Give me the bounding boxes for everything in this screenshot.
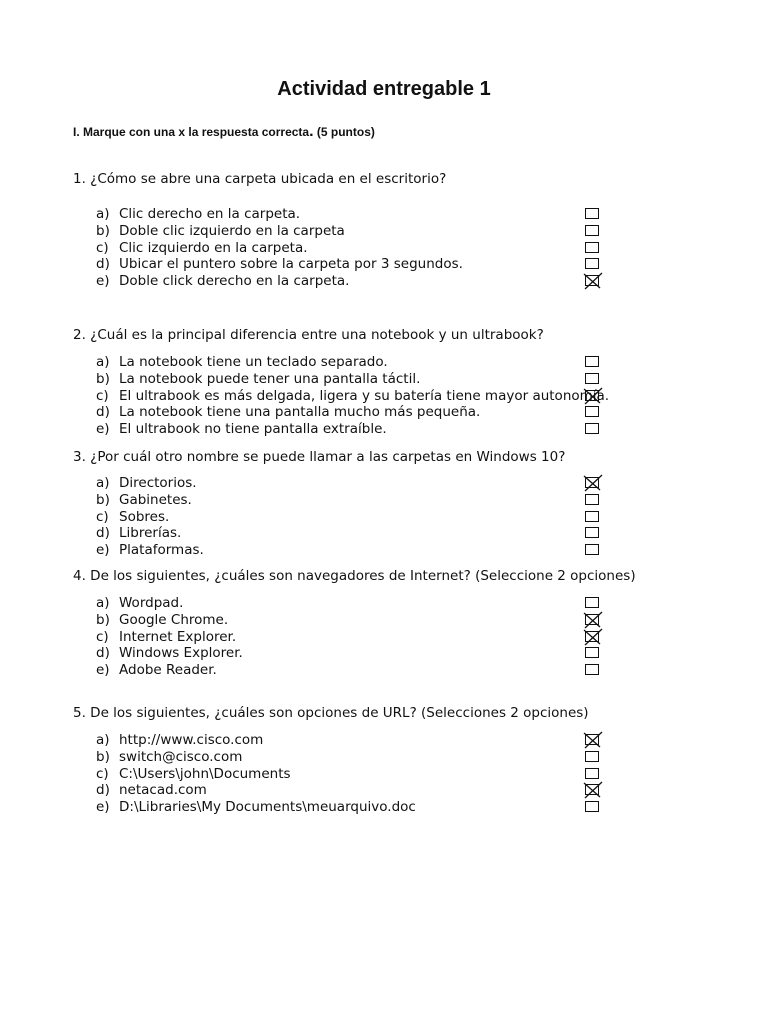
option-row xyxy=(96,371,768,388)
option-letter: d) xyxy=(96,404,110,421)
option-row xyxy=(96,542,768,559)
option-letter: e) xyxy=(96,421,110,438)
option-letter: e) xyxy=(96,799,110,816)
option-text: Gabinetes. xyxy=(119,491,192,508)
option-row xyxy=(96,223,768,240)
checkbox[interactable] xyxy=(585,423,599,434)
checkbox-checked[interactable] xyxy=(585,631,599,642)
checkbox[interactable] xyxy=(585,664,599,675)
option-row xyxy=(96,492,768,509)
option-letter: a) xyxy=(96,354,110,370)
option-letter: d) xyxy=(96,782,110,799)
option-text: Librerías. xyxy=(119,525,182,542)
option-row xyxy=(96,475,768,492)
option-row xyxy=(96,732,768,749)
option-row xyxy=(96,662,768,679)
option-text: Doble click derecho en la carpeta. xyxy=(119,273,350,290)
option-letter: b) xyxy=(96,370,110,387)
instruction-points: (5 puntos) xyxy=(316,125,375,139)
option-text: El ultrabook no tiene pantalla extraíble. xyxy=(119,421,387,438)
option-text: Ubicar el puntero sobre la carpeta por 3 segundos. xyxy=(119,256,463,273)
option-letter: d) xyxy=(96,525,110,542)
page-title: Actividad entregable 1 xyxy=(277,78,491,100)
hand-drawn-x-icon xyxy=(580,626,606,649)
checkbox[interactable] xyxy=(585,208,599,219)
checkbox[interactable] xyxy=(585,768,599,779)
option-row xyxy=(96,612,768,629)
option-letter: c) xyxy=(96,508,109,525)
hand-drawn-x-icon xyxy=(580,779,606,802)
option-text: Plataformas. xyxy=(119,542,204,559)
checkbox[interactable] xyxy=(585,494,599,505)
option-row xyxy=(96,206,768,223)
options-q2 xyxy=(96,354,768,438)
checkbox[interactable] xyxy=(585,751,599,762)
option-row xyxy=(96,256,768,273)
option-text: Adobe Reader. xyxy=(119,662,217,679)
hand-drawn-x-icon xyxy=(580,385,606,408)
checkbox[interactable] xyxy=(585,373,599,384)
option-letter: c) xyxy=(96,239,109,256)
option-text: switch@cisco.com xyxy=(119,748,243,765)
option-text: Internet Explorer. xyxy=(119,628,237,645)
option-row xyxy=(96,799,768,816)
option-text: http://www.cisco.com xyxy=(119,732,264,748)
option-row xyxy=(96,782,768,799)
option-letter: d) xyxy=(96,645,110,662)
options-q4 xyxy=(96,595,768,679)
options-q1 xyxy=(96,206,768,290)
option-letter: b) xyxy=(96,611,110,628)
option-text: C:\Users\john\Documents xyxy=(119,765,291,782)
option-letter: a) xyxy=(96,206,110,222)
checkbox[interactable] xyxy=(585,356,599,367)
question-3: 3. ¿Por cuál otro nombre se puede llamar a las carpetas en Windows 10? xyxy=(73,449,566,465)
option-letter: a) xyxy=(96,595,110,611)
checkbox[interactable] xyxy=(585,511,599,522)
option-letter: a) xyxy=(96,475,110,491)
hand-drawn-x-icon xyxy=(580,472,606,495)
hand-drawn-x-icon xyxy=(580,270,606,293)
checkbox-checked[interactable] xyxy=(585,614,599,625)
option-row xyxy=(96,766,768,783)
checkbox[interactable] xyxy=(585,242,599,253)
option-letter: b) xyxy=(96,491,110,508)
option-text: Windows Explorer. xyxy=(119,645,243,662)
question-5: 5. De los siguientes, ¿cuáles son opciones de URL? (Selecciones 2 opciones) xyxy=(73,705,589,721)
option-text: El ultrabook es más delgada, ligera y su batería tiene mayor autonomía. xyxy=(119,387,610,404)
question-4: 4. De los siguientes, ¿cuáles son navegadores de Internet? (Seleccione 2 opciones) xyxy=(73,568,636,584)
option-letter: e) xyxy=(96,273,110,290)
checkbox[interactable] xyxy=(585,225,599,236)
checkbox[interactable] xyxy=(585,597,599,608)
option-letter: b) xyxy=(96,222,110,239)
option-text: La notebook tiene una pantalla mucho más pequeña. xyxy=(119,404,481,421)
option-text: Google Chrome. xyxy=(119,611,229,628)
option-text: La notebook tiene un teclado separado. xyxy=(119,354,388,370)
checkbox[interactable] xyxy=(585,527,599,538)
options-q3 xyxy=(96,475,768,559)
option-row xyxy=(96,404,768,421)
checkbox-checked[interactable] xyxy=(585,390,599,401)
hand-drawn-x-icon xyxy=(580,729,606,752)
checkbox-checked[interactable] xyxy=(585,477,599,488)
option-text: netacad.com xyxy=(119,782,207,799)
option-row xyxy=(96,240,768,257)
instruction xyxy=(73,123,375,141)
option-letter: d) xyxy=(96,256,110,273)
option-row xyxy=(96,749,768,766)
option-text: La notebook puede tener una pantalla táctil. xyxy=(119,370,421,387)
option-row xyxy=(96,388,768,405)
option-row xyxy=(96,354,768,371)
checkbox[interactable] xyxy=(585,406,599,417)
instruction-text: I. Marque con una x la respuesta correcta xyxy=(73,125,310,139)
option-text: D:\Libraries\My Documents\meuarquivo.doc xyxy=(119,799,416,816)
option-text: Wordpad. xyxy=(119,595,184,611)
options-q5 xyxy=(96,732,768,816)
option-text: Sobres. xyxy=(119,508,170,525)
option-letter: e) xyxy=(96,542,110,559)
checkbox[interactable] xyxy=(585,258,599,269)
option-letter: b) xyxy=(96,748,110,765)
option-letter: c) xyxy=(96,628,109,645)
checkbox-checked[interactable] xyxy=(585,734,599,745)
option-row xyxy=(96,595,768,612)
option-row xyxy=(96,629,768,646)
option-text: Clic derecho en la carpeta. xyxy=(119,206,301,222)
checkbox[interactable] xyxy=(585,544,599,555)
option-letter: c) xyxy=(96,387,109,404)
instruction-dot: . xyxy=(309,123,314,140)
question-2: 2. ¿Cuál es la principal diferencia entre una notebook y un ultrabook? xyxy=(73,327,544,343)
question-1: 1. ¿Cómo se abre una carpeta ubicada en el escritorio? xyxy=(73,171,447,187)
option-row xyxy=(96,273,768,290)
option-row xyxy=(96,421,768,438)
option-row xyxy=(96,645,768,662)
checkbox-checked[interactable] xyxy=(585,784,599,795)
option-row xyxy=(96,509,768,526)
checkbox[interactable] xyxy=(585,647,599,658)
checkbox-checked[interactable] xyxy=(585,275,599,286)
option-letter: c) xyxy=(96,765,109,782)
option-text: Directorios. xyxy=(119,475,197,491)
option-text: Clic izquierdo en la carpeta. xyxy=(119,239,308,256)
option-row xyxy=(96,525,768,542)
option-letter: e) xyxy=(96,662,110,679)
checkbox[interactable] xyxy=(585,801,599,812)
option-text: Doble clic izquierdo en la carpeta xyxy=(119,222,345,239)
option-letter: a) xyxy=(96,732,110,748)
